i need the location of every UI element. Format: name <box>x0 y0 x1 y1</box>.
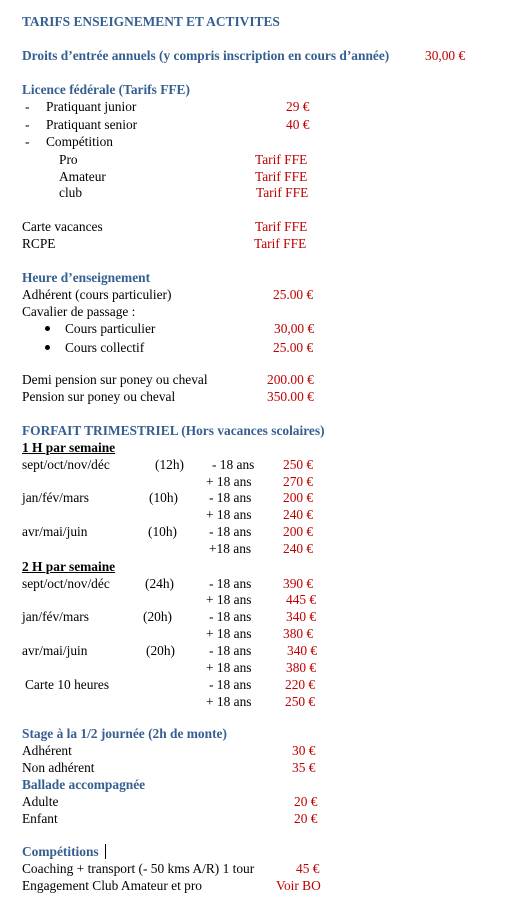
club-price: Tarif FFE <box>256 185 309 200</box>
forfait-price: 340 € <box>286 609 317 624</box>
forfait-age: - 18 ans <box>209 524 252 539</box>
enfant-price: 20 € <box>294 811 318 826</box>
forfait-age: + 18 ans <box>206 660 252 675</box>
forfait-period: avr/mai/juin <box>22 643 88 658</box>
dash-junior: - <box>25 99 30 114</box>
coaching-price: 45 € <box>296 861 320 876</box>
forfait-period: jan/fév/mars <box>22 490 89 505</box>
forfait-price: 380 € <box>286 660 317 675</box>
forfait-2h-heading: 2 H par semaine <box>22 559 116 574</box>
forfait-age: + 18 ans <box>206 592 252 607</box>
bullet-icon <box>45 345 50 350</box>
adherent-cours-label: Adhérent (cours particulier) <box>22 287 172 302</box>
forfait-hours: (10h) <box>149 490 179 505</box>
forfait-price: 390 € <box>283 576 314 591</box>
club-label: club <box>59 185 83 200</box>
forfait-hours: (20h) <box>143 609 173 624</box>
junior-price: 29 € <box>286 99 310 114</box>
forfait-age: + 18 ans <box>206 626 252 641</box>
passage-label: Cavalier de passage : <box>22 304 136 319</box>
pension-label: Pension sur poney ou cheval <box>22 389 176 404</box>
forfait-age: - 18 ans <box>209 643 252 658</box>
forfait-age: - 18 ans <box>209 490 252 505</box>
demi-pension-label: Demi pension sur poney ou cheval <box>22 372 208 387</box>
pension-price: 350.00 € <box>267 389 314 404</box>
forfait-hours: (10h) <box>148 524 178 539</box>
cours-collectif-price: 25.00 € <box>273 340 314 355</box>
droits-price: 30,00 € <box>425 48 466 63</box>
forfait-age: - 18 ans <box>209 576 252 591</box>
forfait-age: - 18 ans <box>209 677 252 692</box>
forfait-price: 250 € <box>285 694 316 709</box>
carte-vacances-label: Carte vacances <box>22 219 103 234</box>
forfait-hours: (20h) <box>146 643 176 658</box>
text-cursor <box>105 844 106 859</box>
amateur-price: Tarif FFE <box>255 169 308 184</box>
forfait-period: sept/oct/nov/déc <box>22 457 110 472</box>
forfait-period: sept/oct/nov/déc <box>22 576 110 591</box>
demi-pension-price: 200.00 € <box>267 372 314 387</box>
forfait-age: + 18 ans <box>206 507 252 522</box>
forfait-period: avr/mai/juin <box>22 524 88 539</box>
forfait-price: 380 € <box>283 626 314 641</box>
stage-non-adherent-price: 35 € <box>292 760 316 775</box>
cours-particulier-label: Cours particulier <box>65 321 156 336</box>
senior-price: 40 € <box>286 117 310 132</box>
enfant-label: Enfant <box>22 811 58 826</box>
forfait-heading: FORFAIT TRIMESTRIEL (Hors vacances scolaires) <box>22 423 325 438</box>
rcpe-price: Tarif FFE <box>254 236 307 251</box>
forfait-price: 240 € <box>283 541 314 556</box>
forfait-age: - 18 ans <box>212 457 255 472</box>
forfait-hours: (24h) <box>145 576 175 591</box>
document-title: TARIFS ENSEIGNEMENT ET ACTIVITES <box>22 14 280 29</box>
adulte-label: Adulte <box>22 794 59 809</box>
stage-non-adherent-label: Non adhérent <box>22 760 95 775</box>
forfait-age: - 18 ans <box>209 609 252 624</box>
forfait-price: 200 € <box>283 524 314 539</box>
forfait-price: 220 € <box>285 677 316 692</box>
rcpe-label: RCPE <box>22 236 56 251</box>
forfait-age: +18 ans <box>209 541 252 556</box>
cours-collectif-label: Cours collectif <box>65 340 145 355</box>
engagement-label: Engagement Club Amateur et pro <box>22 878 202 893</box>
ballade-heading: Ballade accompagnée <box>22 777 146 792</box>
pro-label: Pro <box>59 152 78 167</box>
forfait-price: 240 € <box>283 507 314 522</box>
forfait-price: 340 € <box>287 643 318 658</box>
stage-heading: Stage à la 1/2 journée (2h de monte) <box>22 726 227 741</box>
carte-vacances-price: Tarif FFE <box>255 219 308 234</box>
amateur-label: Amateur <box>59 169 106 184</box>
forfait-period: jan/fév/mars <box>22 609 89 624</box>
forfait-price: 200 € <box>283 490 314 505</box>
heure-heading: Heure d’enseignement <box>22 270 151 285</box>
bullet-icon <box>45 326 50 331</box>
forfait-1h-heading: 1 H par semaine <box>22 440 116 455</box>
engagement-price: Voir BO <box>276 878 321 893</box>
licence-heading: Licence fédérale (Tarifs FFE) <box>22 82 190 97</box>
carte-10-heures-label: Carte 10 heures <box>25 677 110 692</box>
forfait-price: 270 € <box>283 474 314 489</box>
forfait-hours: (12h) <box>155 457 185 472</box>
forfait-price: 250 € <box>283 457 314 472</box>
competitions-heading: Compétitions <box>22 844 99 859</box>
droits-label: Droits d’entrée annuels (y compris inscription en cours d’année) <box>22 48 390 63</box>
senior-label: Pratiquant senior <box>46 117 138 132</box>
adherent-cours-price: 25.00 € <box>273 287 314 302</box>
junior-label: Pratiquant junior <box>46 99 137 114</box>
coaching-label: Coaching + transport (- 50 kms A/R) 1 tour <box>22 861 255 876</box>
cours-particulier-price: 30,00 € <box>274 321 315 336</box>
adulte-price: 20 € <box>294 794 318 809</box>
stage-adherent-label: Adhérent <box>22 743 72 758</box>
dash-competition: - <box>25 134 30 149</box>
forfait-price: 445 € <box>286 592 317 607</box>
forfait-age: + 18 ans <box>206 694 252 709</box>
competition-label: Compétition <box>46 134 113 149</box>
stage-adherent-price: 30 € <box>292 743 316 758</box>
forfait-age: + 18 ans <box>206 474 252 489</box>
pro-price: Tarif FFE <box>255 152 308 167</box>
dash-senior: - <box>25 117 30 132</box>
